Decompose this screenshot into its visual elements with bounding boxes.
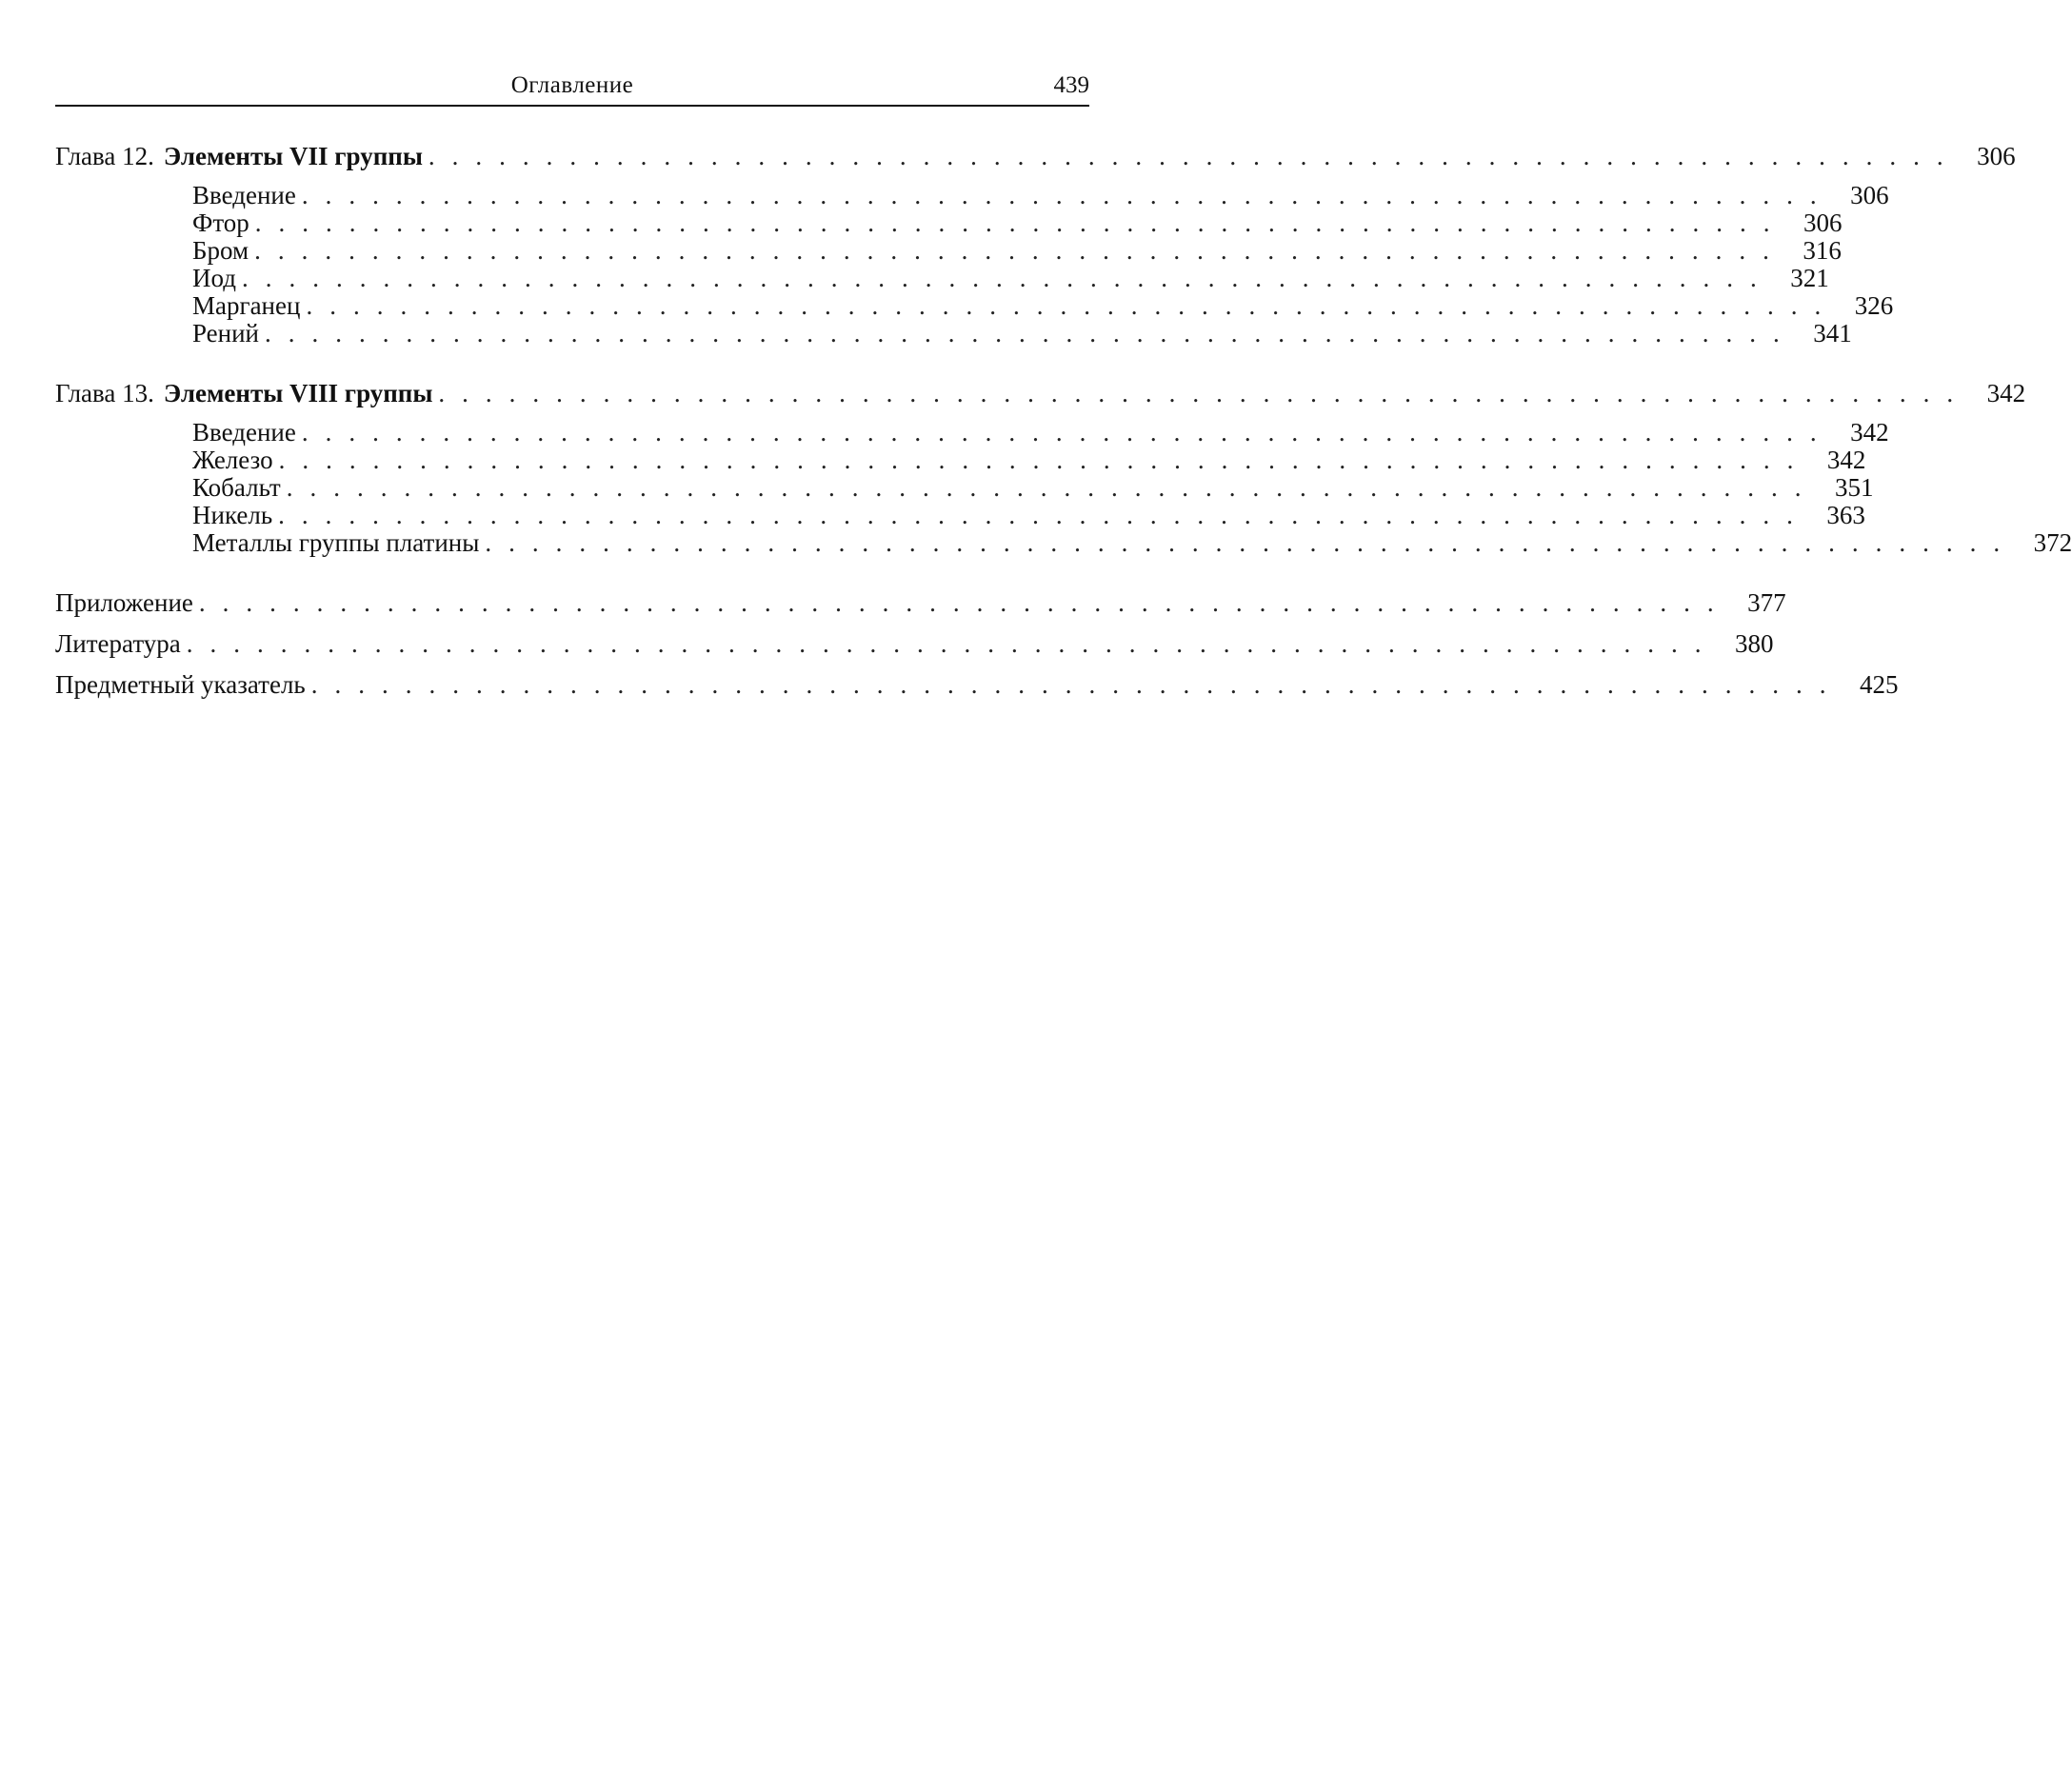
toc-entry[interactable]	[55, 418, 1889, 447]
entry-label: Иод	[192, 264, 236, 292]
entry-label: Введение	[192, 418, 296, 447]
leader-dots: .................................................................	[438, 379, 1971, 407]
chapter-page: 306	[1977, 142, 2016, 170]
running-header	[55, 67, 1089, 107]
entry-label: Приложение	[55, 588, 193, 617]
toc-entry[interactable]	[55, 446, 1866, 474]
entry-page: 321	[1790, 264, 1829, 292]
toc-entry[interactable]	[55, 473, 1874, 502]
leader-dots: .................................................................	[241, 264, 1774, 292]
entry-label: Никель	[192, 501, 273, 529]
toc-entry[interactable]	[55, 208, 1843, 237]
leader-dots: .................................................................	[198, 588, 1731, 617]
toc-page	[55, 67, 2072, 712]
entry-page: 380	[1735, 629, 1774, 658]
entry-page: 342	[1826, 446, 1866, 474]
entry-label: Бром	[192, 236, 249, 265]
leader-dots: .................................................................	[301, 181, 1834, 209]
entry-page: 306	[1803, 208, 1843, 237]
chapter-title: Элементы VII группы	[163, 142, 423, 170]
spacer	[55, 347, 1089, 380]
chapter-heading	[55, 380, 432, 407]
toc-entry[interactable]	[55, 528, 2072, 557]
leader-dots: .................................................................	[485, 528, 2018, 557]
leader-dots: .................................................................	[286, 473, 1819, 502]
toc-entry[interactable]	[55, 181, 1889, 209]
entry-page: 306	[1850, 181, 1889, 209]
toc-entry[interactable]	[55, 319, 1852, 347]
entry-page: 351	[1834, 473, 1874, 502]
toc-chapter-12[interactable]	[55, 142, 2016, 170]
spacer	[55, 557, 1089, 589]
toc-entry-appendix[interactable]	[55, 588, 1786, 617]
entry-label: Кобальт	[192, 473, 281, 502]
entry-page: 425	[1860, 670, 1899, 699]
leader-dots: .................................................................	[265, 319, 1797, 347]
leader-dots: .................................................................	[254, 208, 1787, 237]
leader-dots: .................................................................	[254, 236, 1786, 265]
table-of-contents	[55, 142, 2072, 699]
leader-dots: .................................................................	[310, 670, 1843, 699]
entry-page: 326	[1854, 291, 1894, 320]
leader-dots: .................................................................	[278, 446, 1811, 474]
toc-chapter-13[interactable]	[55, 379, 2026, 407]
toc-entry[interactable]	[55, 291, 1894, 320]
leader-dots: .................................................................	[278, 501, 1810, 529]
toc-entry[interactable]	[55, 501, 1865, 529]
chapter-heading	[55, 143, 423, 170]
toc-entry-references[interactable]	[55, 629, 1774, 658]
chapter-title: Элементы VIII группы	[163, 379, 433, 407]
toc-entry[interactable]	[55, 264, 1829, 292]
leader-dots: .................................................................	[301, 418, 1834, 447]
entry-page: 372	[2033, 528, 2072, 557]
entry-page: 363	[1826, 501, 1865, 529]
entry-label: Фтор	[192, 208, 249, 237]
entry-label: Металлы группы платины	[192, 528, 480, 557]
toc-entry[interactable]	[55, 236, 1842, 265]
entry-label: Железо	[192, 446, 273, 474]
entry-page: 377	[1747, 588, 1786, 617]
entry-label: Марганец	[192, 291, 301, 320]
leader-dots: .................................................................	[306, 291, 1839, 320]
entry-page: 342	[1850, 418, 1889, 447]
entry-label: Введение	[192, 181, 296, 209]
toc-entry-index[interactable]	[55, 670, 1899, 699]
chapter-number: Глава 12.	[55, 142, 154, 170]
entry-label: Рений	[192, 319, 259, 347]
entry-page: 341	[1813, 319, 1852, 347]
chapter-number: Глава 13.	[55, 379, 154, 407]
leader-dots: .................................................................	[186, 629, 1719, 658]
entry-label: Литература	[55, 629, 181, 658]
chapter-page: 342	[1986, 379, 2026, 407]
leader-dots: .................................................................	[428, 142, 1961, 170]
running-title: Оглавление	[510, 72, 634, 98]
entry-page: 316	[1803, 236, 1842, 265]
page-number: 439	[1053, 72, 1089, 98]
entry-label: Предметный указатель	[55, 670, 306, 699]
